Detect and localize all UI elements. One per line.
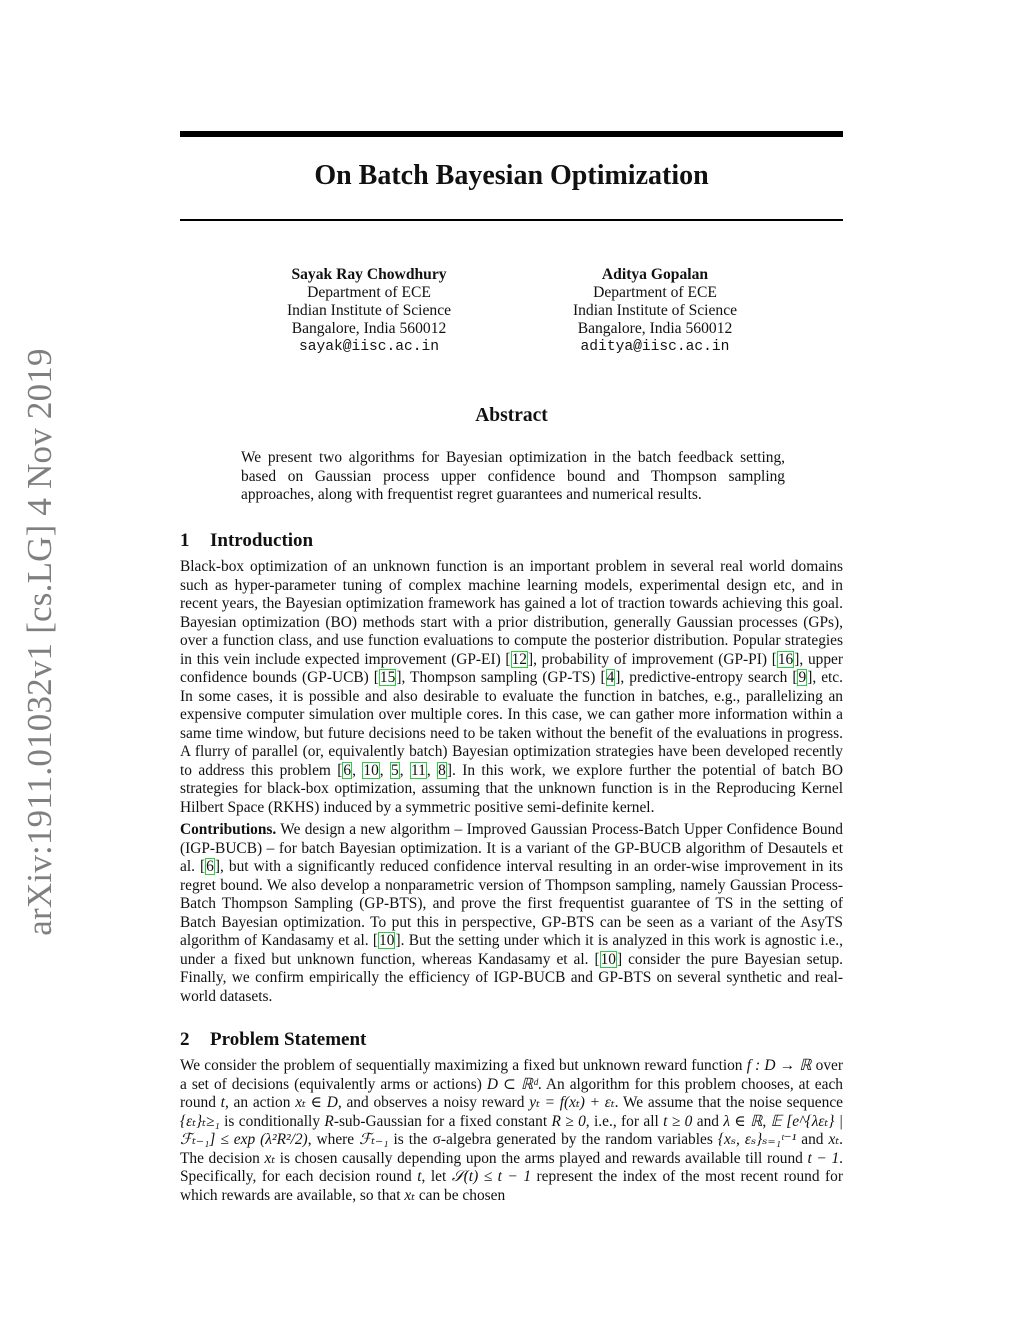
author-name: Aditya Gopalan (601, 266, 709, 283)
author-name: Sayak Ray Chowdhury (291, 266, 447, 283)
citation-link[interactable]: 10 (363, 761, 379, 779)
inline-math: D ⊂ ℝᵈ (486, 1075, 538, 1093)
citation-link[interactable]: 8 (438, 761, 446, 779)
text-run: -sub-Gaussian for a fixed constant (333, 1112, 552, 1130)
inline-math: λ ∈ ℝ (723, 1112, 763, 1130)
text-run: ] consider the pure Bayesian setup. Finally, we confirm empirically the efficiency of IGP-BUCB and GP-BTS on several synthetic and real-world datasets. (180, 950, 843, 1005)
section-title: Introduction (210, 530, 314, 551)
citation-link[interactable]: 6 (206, 858, 214, 875)
text-run: and (692, 1112, 724, 1130)
text-run: , (379, 761, 391, 779)
inline-math: xₜ (404, 1186, 415, 1204)
text-run: Black-box optimization of an unknown function is an important problem in several real world domains such as hyper-parameter tuning of complex machine learning models, experimental design etc, and in recent years, the Bayesian optimization framework has gained a lot of traction towards achieving this goal. Bayesian optimization (BO) methods start with a prior distribution, generally Gaussian processes (GPs), over a function class, and use function evaluations to compute the posterior distribution. Popular strategies in this vein include expected improvement (GP-EI) [ (180, 558, 843, 668)
author-block-2 (515, 266, 795, 356)
text-run: ], Thompson sampling (GP-TS) [ (396, 669, 606, 686)
title-rule-bottom (180, 219, 843, 221)
contributions-text (180, 821, 843, 1005)
text-run: , i.e., for all (585, 1112, 664, 1130)
text-run: ], but with a significantly reduced confidence interval resulting in an order-wise improvement in its regret bound. We also develop a nonparametric version of Thompson sampling, namely Gaussian Process-Batch Thompson Sampling (GP-BTS), and prove the first frequentist guarantee of TS in the setting of Batch Bayesian optimization. To put this in perspective, GP-BTS can be seen as a variant of the AsyTS algorithm of Kandasamy et al. [ (180, 858, 843, 949)
citation-link[interactable]: 11 (411, 761, 426, 779)
inline-math: t − 1 (807, 1149, 840, 1167)
text-run: ], predictive-entropy search [ (615, 669, 798, 686)
text-run: , (399, 761, 411, 779)
author-email[interactable]: aditya@iisc.ac.in (580, 339, 730, 355)
text-run: ]. In this work, we explore further the potential of batch BO strategies for black-box optimization, assuming that the unknown function is in the Reproducing Kernel Hilbert Space (RKHS) induced by a symmetric positive semi-definite kernel. (180, 761, 843, 816)
title-rule-top (180, 131, 843, 137)
inline-math: yₜ = f(xₜ) + εₜ (529, 1094, 615, 1111)
text-run: . Specifically, for each decision round (180, 1149, 843, 1185)
author-institution: Indian Institute of Science (286, 302, 452, 319)
inline-math: xₜ (264, 1149, 276, 1167)
section-number: 1 (180, 530, 190, 551)
abstract-heading: Abstract (475, 405, 548, 426)
problem-statement-paragraph (180, 1057, 843, 1205)
inline-math: R ≥ 0 (551, 1112, 586, 1130)
contributions-lead: Contributions. (180, 821, 277, 838)
inline-math: xₜ ∈ D (295, 1094, 338, 1111)
author-email[interactable]: sayak@iisc.ac.in (298, 339, 440, 355)
text-run: , let (421, 1168, 452, 1185)
paper-title: On Batch Bayesian Optimization (314, 160, 709, 191)
text-run: ]. But the setting under which it is analyzed in this work is agnostic i.e., under a fixed but unknown function, whereas Kandasamy et al. [ (180, 932, 843, 968)
contributions-paragraph (180, 821, 843, 1006)
text-run: ], etc. In some cases, it is possible and also desirable to evaluate the function in batches, e.g., parallelizing an expensive computer simulation over multiple cores. In this case, we can gather more information within a same time window, but future decisions need to be taken without the benefit of the evaluations in progress. A flurry of parallel (or, equivalently batch) Bayesian optimization strategies have been developed recently to address this problem [ (180, 669, 843, 779)
section-number: 2 (180, 1029, 190, 1050)
citation-link[interactable]: 10 (600, 950, 616, 968)
section-heading-introduction (180, 530, 843, 552)
text-run: We consider the problem of sequentially maximizing a fixed but unknown reward function (180, 1057, 747, 1074)
text-run: , an action (224, 1094, 296, 1111)
citation-link[interactable]: 12 (511, 650, 527, 668)
inline-math: R (324, 1112, 334, 1130)
text-run: is conditionally (219, 1112, 325, 1130)
text-run: . We assume that the noise sequence (614, 1094, 843, 1111)
citation-link[interactable]: 9 (798, 669, 807, 686)
author-location: Bangalore, India 560012 (291, 320, 447, 337)
citation-link[interactable]: 16 (777, 650, 794, 668)
text-run: ], upper confidence bounds (GP-UCB) [ (180, 650, 843, 686)
text-run: over a set of decisions (equivalently arms or actions) (180, 1057, 843, 1093)
section-heading-problem-statement (180, 1029, 843, 1051)
citation-link[interactable]: 4 (606, 669, 615, 686)
citation-link[interactable]: 6 (343, 761, 352, 779)
inline-math: {xₛ, εₛ}ₛ₌₁ᵗ⁻¹ (717, 1131, 797, 1148)
introduction-body (180, 558, 843, 1006)
section-title: Problem Statement (210, 1029, 367, 1050)
author-department: Department of ECE (593, 284, 717, 301)
citation-link[interactable]: 15 (379, 669, 396, 686)
author-department: Department of ECE (307, 284, 431, 301)
inline-math: t (220, 1094, 225, 1111)
text-run: We design a new algorithm – Improved Gaussian Process-Batch Upper Confidence Bound (IGP-BUCB) – for batch Bayesian optimization. It is a variant of the GP-BUCB algorithm of Desautels et al. [ (180, 821, 843, 875)
text-run: , where (307, 1131, 360, 1148)
text-run: and (796, 1131, 829, 1148)
arxiv-identifier-stamp: arXiv:1911.01032v1 [cs.LG] 4 Nov 2019 (20, 348, 59, 936)
text-run: , (426, 761, 438, 779)
text-run: is the σ-algebra generated by the random variables (388, 1131, 718, 1148)
text-run: can be chosen (415, 1186, 506, 1204)
abstract-text: We present two algorithms for Bayesian optimization in the batch feedback setting, based on Gaussian process upper confidence bound and Thompson sampling approaches, along with frequentist regret guarantees and numerical results. (241, 449, 785, 504)
inline-math: xₜ (828, 1131, 840, 1148)
text-run: , (352, 761, 363, 779)
citation-link[interactable]: 10 (379, 932, 395, 949)
inline-math: t ≥ 0 (663, 1112, 693, 1130)
citation-link[interactable]: 5 (391, 761, 399, 779)
author-block-1 (229, 266, 509, 356)
text-run: ], probability of improvement (GP-PI) [ (527, 650, 777, 668)
inline-math: 𝒮(t) ≤ t − 1 (451, 1168, 532, 1185)
text-run: , and observes a noisy reward (337, 1094, 530, 1111)
author-institution: Indian Institute of Science (572, 302, 738, 319)
inline-math: 𝔼 [e^{λεₜ} | ℱₜ₋₁] ≤ exp (λ²R²/2) (180, 1112, 843, 1148)
author-location: Bangalore, India 560012 (577, 320, 733, 337)
inline-math: ℱₜ₋₁ (359, 1131, 389, 1148)
text-run: . The decision (180, 1131, 843, 1167)
text-run: represent the index of the most recent round for which rewards are available, so that (180, 1168, 843, 1204)
text-run: , (762, 1112, 771, 1130)
inline-math: {εₜ}ₜ≥₁ (180, 1112, 220, 1130)
inline-math: f : D → ℝ (746, 1057, 812, 1074)
inline-math: t (417, 1168, 422, 1185)
introduction-paragraph (180, 558, 843, 817)
text-run: is chosen causally depending upon the arms played and rewards available till round (275, 1149, 808, 1167)
text-run: . An algorithm for this problem chooses, at each round (180, 1075, 844, 1111)
problem-statement-body (180, 1057, 843, 1205)
